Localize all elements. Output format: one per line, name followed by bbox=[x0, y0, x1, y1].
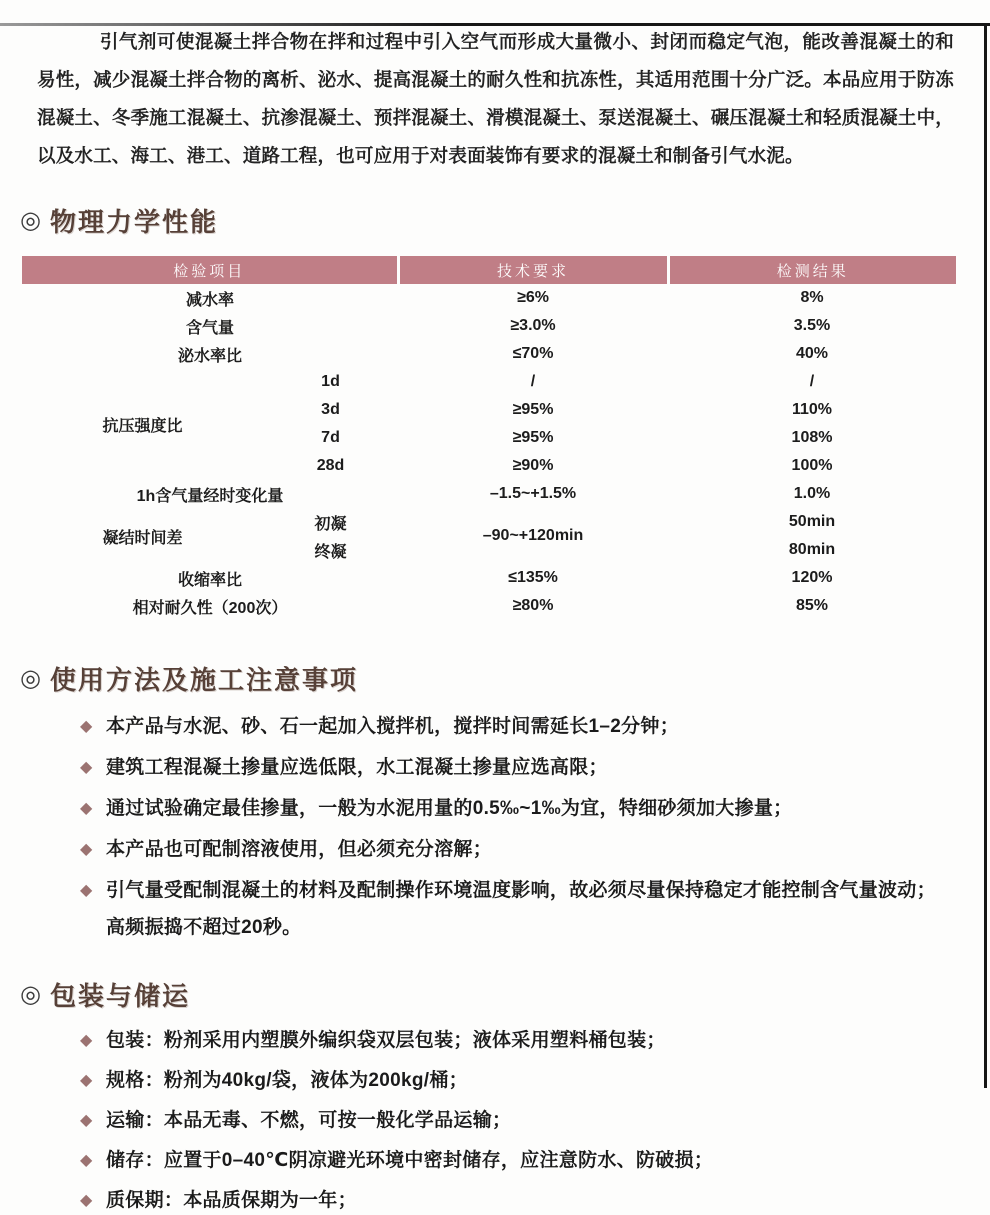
cell-subitem: 7d bbox=[321, 429, 340, 446]
usage-list bbox=[80, 713, 950, 905]
cell-requirement: ≥6% bbox=[517, 289, 549, 306]
cell-result: 1.0% bbox=[793, 485, 831, 502]
cell-result: 8% bbox=[800, 289, 824, 306]
diamond-bullet-icon: ◆ bbox=[80, 882, 93, 899]
section-heading-packaging bbox=[20, 976, 990, 1013]
cell-result: 110% bbox=[791, 401, 833, 418]
diamond-bullet-icon: ◆ bbox=[80, 1192, 93, 1209]
list-item-clipped bbox=[80, 1187, 950, 1215]
table-row bbox=[22, 508, 956, 536]
cell-item: 1h含气量经时变化量 bbox=[136, 487, 284, 505]
table-row bbox=[22, 312, 956, 340]
cell-item: 泌水率比 bbox=[178, 347, 243, 365]
section-title: 物理力学性能 bbox=[49, 207, 218, 237]
cell-requirement: ≥95% bbox=[512, 401, 554, 418]
header-result: 检测结果 bbox=[668, 256, 956, 284]
cell-requirement: ≥90% bbox=[512, 457, 554, 474]
list-item-text: 包装：粉剂采用内塑膜外编织袋双层包装；液体采用塑料桶包装； bbox=[106, 1030, 666, 1051]
header-requirement: 技术要求 bbox=[398, 256, 668, 284]
cell-requirement: / bbox=[530, 373, 536, 390]
cell-item: 相对耐久性（200次） bbox=[132, 599, 288, 617]
cell-result: 100% bbox=[791, 457, 833, 474]
diamond-bullet-icon: ◆ bbox=[80, 1032, 93, 1049]
list-item bbox=[80, 1067, 950, 1095]
cell-item: 含气量 bbox=[186, 319, 235, 337]
cell-requirement: –1.5~+1.5% bbox=[489, 485, 577, 502]
cell-item: 收缩率比 bbox=[178, 571, 243, 589]
list-item bbox=[80, 1027, 950, 1055]
list-item-text: 引气量受配制混凝土的材料及配制操作环境温度影响，故必须尽量保持稳定才能控制含气量波动； bbox=[106, 880, 936, 901]
cell-result: 40% bbox=[796, 345, 829, 362]
list-item-text: 储存：应置于0–40℃阴凉避光环境中密封储存，应注意防水、防破损； bbox=[106, 1150, 714, 1171]
list-item-text: 本产品与水泥、砂、石一起加入搅拌机，搅拌时间需延长1–2分钟； bbox=[106, 716, 680, 737]
list-item bbox=[80, 1147, 950, 1175]
cell-result: 80min bbox=[788, 541, 836, 558]
performance-table bbox=[22, 256, 956, 620]
list-item bbox=[80, 795, 950, 823]
diamond-bullet-icon: ◆ bbox=[80, 841, 93, 858]
list-item-text: 建筑工程混凝土掺量应选低限，水工混凝土掺量应选高限； bbox=[106, 757, 608, 778]
list-item bbox=[80, 836, 950, 864]
cell-requirement: ≥3.0% bbox=[510, 317, 556, 334]
list-item bbox=[80, 754, 950, 782]
list-item-text: 规格：粉剂为40kg/袋，液体为200kg/桶； bbox=[106, 1070, 468, 1091]
cell-subitem: 初凝 bbox=[314, 515, 347, 533]
cell-item-group: 凝结时间差 bbox=[102, 529, 183, 547]
cell-result: 3.5% bbox=[793, 317, 831, 334]
bullseye-icon: ◎ bbox=[20, 981, 43, 1008]
list-item bbox=[80, 877, 950, 905]
cell-requirement: ≥95% bbox=[512, 429, 554, 446]
table-row bbox=[22, 592, 956, 620]
cell-result: 85% bbox=[796, 597, 829, 614]
diamond-bullet-icon: ◆ bbox=[80, 759, 93, 776]
diamond-bullet-icon: ◆ bbox=[80, 800, 93, 817]
table-row bbox=[22, 564, 956, 592]
cell-item: 减水率 bbox=[186, 291, 235, 309]
list-item-text: 高频振捣不超过20秒。 bbox=[106, 917, 302, 938]
diamond-bullet-icon: ◆ bbox=[80, 1072, 93, 1089]
cell-item-group: 抗压强度比 bbox=[102, 417, 183, 435]
cell-subitem: 28d bbox=[316, 457, 345, 474]
section-heading-physical bbox=[20, 202, 990, 239]
cell-requirement: –90~+120min bbox=[482, 527, 584, 544]
cell-subitem: 3d bbox=[321, 401, 340, 418]
cell-subitem: 1d bbox=[321, 373, 340, 390]
table-row bbox=[22, 480, 956, 508]
diamond-bullet-icon: ◆ bbox=[80, 1152, 93, 1169]
section-title: 包装与储运 bbox=[49, 981, 190, 1011]
cell-requirement: ≤70% bbox=[512, 345, 554, 362]
cell-result: 108% bbox=[791, 429, 833, 446]
cell-result: 120% bbox=[791, 569, 833, 586]
list-item-continuation bbox=[106, 914, 950, 942]
cell-requirement: ≤135% bbox=[508, 569, 558, 586]
page-top-border bbox=[0, 23, 990, 26]
cell-result: 50min bbox=[788, 513, 836, 530]
intro-paragraph: 引气剂可使混凝土拌合物在拌和过程中引入空气而形成大量微小、封闭而稳定气泡，能改善混凝土的和易性，减少混凝土拌合物的离析、泌水、提高混凝土的耐久性和抗冻性，其适用范围十分广泛。本品应用于防冻混凝土、冬季施工混凝土、抗渗混凝土、预拌混凝土、滑模混凝土、泵送混凝土、碾压混凝土和轻质混凝土中，以及水工、海工、港工、道路工程，也可应用于对表面装饰有要求的混凝土和制备引气水泥。 bbox=[37, 31, 954, 166]
table-header-row bbox=[22, 256, 956, 284]
table-row bbox=[22, 284, 956, 312]
page-right-border bbox=[984, 23, 987, 1088]
header-item: 检验项目 bbox=[22, 256, 398, 284]
list-item-text: 运输：本品无毒、不燃，可按一般化学品运输； bbox=[106, 1110, 512, 1131]
packaging-list bbox=[80, 1027, 950, 1215]
cell-requirement: ≥80% bbox=[512, 597, 554, 614]
table-row bbox=[22, 340, 956, 368]
list-item bbox=[80, 1107, 950, 1135]
list-item bbox=[80, 713, 950, 741]
list-item-text: 质保期：本品质保期为一年； bbox=[106, 1190, 357, 1211]
bullseye-icon: ◎ bbox=[20, 665, 43, 692]
list-item-text: 通过试验确定最佳掺量，一般为水泥用量的0.5‰~1‰为宜，特细砂须加大掺量； bbox=[106, 798, 793, 819]
section-title: 使用方法及施工注意事项 bbox=[49, 665, 358, 695]
diamond-bullet-icon: ◆ bbox=[80, 1112, 93, 1129]
cell-result: / bbox=[809, 373, 815, 390]
diamond-bullet-icon: ◆ bbox=[80, 718, 93, 735]
cell-subitem: 终凝 bbox=[314, 543, 347, 561]
table-row bbox=[22, 368, 956, 396]
list-item-text: 本产品也可配制溶液使用，但必须充分溶解； bbox=[106, 839, 493, 860]
bullseye-icon: ◎ bbox=[20, 207, 43, 234]
section-heading-usage bbox=[20, 660, 990, 697]
